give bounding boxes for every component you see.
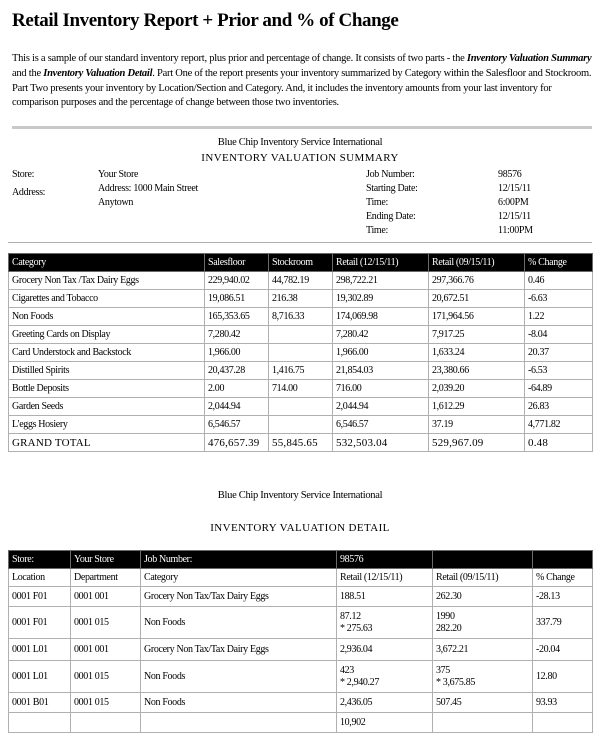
table-cell: 23,380.66 xyxy=(429,362,525,380)
table-cell: 297,366.76 xyxy=(429,272,525,290)
table-cell xyxy=(269,344,333,362)
table-cell: Greeting Cards on Display xyxy=(9,326,205,344)
table-cell: 229,940.02 xyxy=(205,272,269,290)
table-cell: -8.04 xyxy=(525,326,593,344)
table-cell: 1,633.24 xyxy=(429,344,525,362)
detail-column-header-row xyxy=(9,569,593,587)
table-cell: 37.19 xyxy=(429,416,525,434)
table-cell: 7,280.42 xyxy=(333,326,429,344)
table-row xyxy=(9,416,593,434)
table-cell: 529,967.09 xyxy=(429,434,525,452)
table-cell: 0.46 xyxy=(525,272,593,290)
table-row xyxy=(9,693,593,713)
cell-subtotal: 282.20 xyxy=(436,622,462,634)
table-cell: 21,854.03 xyxy=(333,362,429,380)
intro-part-two: Part Two presents your inventory by Location/Section and Category. And, it includes the inventory amounts from your last inventory for comparison purposes and the percentage of change between those two inventories. xyxy=(12,82,552,109)
table-cell: 0.48 xyxy=(525,434,593,452)
job-number-value: 98576 xyxy=(498,169,522,180)
table-cell: 0001 F01 xyxy=(9,587,71,607)
table-cell: 0001 B01 xyxy=(9,693,71,713)
detail-store-label: Store: xyxy=(9,551,71,569)
table-row xyxy=(9,290,593,308)
column-header: Category xyxy=(9,254,205,272)
table-cell: Grocery Non Tax/Tax Dairy Eggs xyxy=(141,587,337,607)
table-cell: 1,416.75 xyxy=(269,362,333,380)
table-cell xyxy=(433,607,533,639)
table-cell: 6,546.57 xyxy=(205,416,269,434)
column-header: Stockroom xyxy=(269,254,333,272)
page-title: Retail Inventory Report + Prior and % of Change xyxy=(12,10,399,31)
table-cell: GRAND TOTAL xyxy=(9,434,205,452)
cell-value: 1990 xyxy=(436,610,455,622)
ending-date-label: Ending Date: xyxy=(366,211,416,222)
table-cell: 3,672.21 xyxy=(433,639,533,661)
cell-value: 423 xyxy=(340,664,354,676)
table-cell: 10,902 xyxy=(337,713,433,733)
table-cell: 216.38 xyxy=(269,290,333,308)
cell-subtotal: * 3,675.85 xyxy=(436,676,476,688)
table-cell: 262.30 xyxy=(433,587,533,607)
table-cell: 26.83 xyxy=(525,398,593,416)
table-cell: Bottle Deposits xyxy=(9,380,205,398)
job-number-label: Job Number: xyxy=(366,169,415,180)
column-header: Retail (09/15/11) xyxy=(429,254,525,272)
column-header: Salesfloor xyxy=(205,254,269,272)
table-cell: 7,917.25 xyxy=(429,326,525,344)
table-cell: Non Foods xyxy=(9,308,205,326)
column-header: Category xyxy=(141,569,337,587)
summary-report-title: INVENTORY VALUATION SUMMARY xyxy=(201,152,399,164)
table-cell: 0001 015 xyxy=(71,607,141,639)
summary-company-name: Blue Chip Inventory Service International xyxy=(217,137,383,148)
table-cell: 0001 F01 xyxy=(9,607,71,639)
table-cell: 0001 015 xyxy=(71,661,141,693)
table-cell: -28.13 xyxy=(533,587,593,607)
table-cell xyxy=(269,326,333,344)
table-cell: 4,771.82 xyxy=(525,416,593,434)
table-cell: 93.93 xyxy=(533,693,593,713)
column-header: % Change xyxy=(533,569,593,587)
cell-value: 87.12 xyxy=(340,610,361,622)
table-cell: 55,845.65 xyxy=(269,434,333,452)
table-row xyxy=(9,326,593,344)
table-row xyxy=(9,607,593,639)
table-cell: 0001 L01 xyxy=(9,639,71,661)
table-cell: 532,503.04 xyxy=(333,434,429,452)
table-row xyxy=(9,362,593,380)
table-cell: Cigarettes and Tobacco xyxy=(9,290,205,308)
intro-text xyxy=(12,52,592,111)
table-cell: Grocery Non Tax /Tax Dairy Eggs xyxy=(9,272,205,290)
table-cell: -6.63 xyxy=(525,290,593,308)
table-cell: Non Foods xyxy=(141,693,337,713)
table-cell: 2,039.20 xyxy=(429,380,525,398)
column-header: Retail (12/15/11) xyxy=(337,569,433,587)
table-cell: 2,044.94 xyxy=(333,398,429,416)
table-cell xyxy=(433,661,533,693)
table-cell: Card Understock and Backstock xyxy=(9,344,205,362)
column-header: Retail (09/15/11) xyxy=(433,569,533,587)
grand-total-row xyxy=(9,434,593,452)
header-cell xyxy=(533,551,593,569)
starting-time-value: 6:00PM xyxy=(498,197,529,208)
table-row xyxy=(9,661,593,693)
column-header: Retail (12/15/11) xyxy=(333,254,429,272)
table-cell: Garden Seeds xyxy=(9,398,205,416)
table-cell: 2,436.05 xyxy=(337,693,433,713)
table-cell: 174,069.98 xyxy=(333,308,429,326)
cell-subtotal: * 2,940.27 xyxy=(340,676,380,688)
detail-job-value: 98576 xyxy=(337,551,433,569)
table-row xyxy=(9,344,593,362)
table-cell: 7,280.42 xyxy=(205,326,269,344)
detail-store-value: Your Store xyxy=(71,551,141,569)
store-value: Your Store xyxy=(98,169,139,180)
table-cell: 1,966.00 xyxy=(205,344,269,362)
table-cell: 1,966.00 xyxy=(333,344,429,362)
table-cell: 337.79 xyxy=(533,607,593,639)
table-cell: 2.00 xyxy=(205,380,269,398)
table-cell: 714.00 xyxy=(269,380,333,398)
ending-time-label: Time: xyxy=(366,225,389,236)
table-cell: 716.00 xyxy=(333,380,429,398)
table-cell: 19,086.51 xyxy=(205,290,269,308)
summary-frame-top xyxy=(8,242,592,243)
detail-header-row xyxy=(9,551,593,569)
table-cell: Non Foods xyxy=(141,607,337,639)
intro-part-1: This is a sample of our standard inventory report, plus prior and percentage of change. It consists of two parts - the xyxy=(12,53,467,64)
table-cell xyxy=(337,661,433,693)
column-header: Location xyxy=(9,569,71,587)
table-cell xyxy=(269,398,333,416)
detail-company-name: Blue Chip Inventory Service International xyxy=(217,490,383,501)
table-row xyxy=(9,272,593,290)
table-cell: 20,437.28 xyxy=(205,362,269,380)
table-cell: 0001 001 xyxy=(71,639,141,661)
inventory-summary-table xyxy=(8,253,593,452)
intro-detail-term: Inventory Valuation Detail xyxy=(43,67,153,79)
table-cell: 171,964.56 xyxy=(429,308,525,326)
column-header: % Change xyxy=(525,254,593,272)
table-cell: Non Foods xyxy=(141,661,337,693)
table-cell: 2,936.04 xyxy=(337,639,433,661)
table-cell: 1,612.29 xyxy=(429,398,525,416)
table-cell: 6,546.57 xyxy=(333,416,429,434)
table-cell: 476,657.39 xyxy=(205,434,269,452)
detail-job-label: Job Number: xyxy=(141,551,337,569)
table-row xyxy=(9,639,593,661)
table-cell: 0001 015 xyxy=(71,693,141,713)
table-cell: L'eggs Hosiery xyxy=(9,416,205,434)
section-divider xyxy=(12,126,592,129)
table-cell: 20,672.51 xyxy=(429,290,525,308)
table-cell: -20.04 xyxy=(533,639,593,661)
ending-date-value: 12/15/11 xyxy=(498,211,531,222)
starting-time-label: Time: xyxy=(366,197,389,208)
table-cell: 188.51 xyxy=(337,587,433,607)
header-cell xyxy=(433,551,533,569)
store-label: Store: xyxy=(12,169,35,180)
starting-date-value: 12/15/11 xyxy=(498,183,531,194)
table-cell: 165,353.65 xyxy=(205,308,269,326)
table-cell xyxy=(337,607,433,639)
table-cell: 0001 L01 xyxy=(9,661,71,693)
table-cell: Grocery Non Tax/Tax Dairy Eggs xyxy=(141,639,337,661)
ending-time-value: 11:00PM xyxy=(498,225,533,236)
address-label: Address: xyxy=(12,187,46,198)
table-cell: 0001 001 xyxy=(71,587,141,607)
table-row xyxy=(9,587,593,607)
table-cell: 19,302.89 xyxy=(333,290,429,308)
cell-value: 375 xyxy=(436,664,450,676)
starting-date-label: Starting Date: xyxy=(366,183,418,194)
inventory-detail-table xyxy=(8,550,593,733)
table-row xyxy=(9,308,593,326)
table-cell: 20.37 xyxy=(525,344,593,362)
summary-header-row xyxy=(9,254,593,272)
address-line-2: Anytown xyxy=(98,197,134,208)
table-cell: Distilled Spirits xyxy=(9,362,205,380)
table-cell: 2,044.94 xyxy=(205,398,269,416)
table-cell: 298,722.21 xyxy=(333,272,429,290)
table-cell: 1.22 xyxy=(525,308,593,326)
table-cell: 12.80 xyxy=(533,661,593,693)
address-line-1: Address: 1000 Main Street xyxy=(98,183,198,194)
table-cell: 507.45 xyxy=(433,693,533,713)
detail-report-title: INVENTORY VALUATION DETAIL xyxy=(210,522,390,534)
table-cell: -6.53 xyxy=(525,362,593,380)
table-cell: 44,782.19 xyxy=(269,272,333,290)
intro-part-2: and the xyxy=(12,67,44,79)
column-header: Department xyxy=(71,569,141,587)
table-cell xyxy=(269,416,333,434)
intro-part-3: . Part One of the report presents your inventory summarized by Category within the Salesfloor and Stockroom. xyxy=(152,67,592,79)
intro-summary-term: Inventory Valuation Summary xyxy=(466,53,592,64)
table-row xyxy=(9,398,593,416)
table-row xyxy=(9,380,593,398)
table-cell: -64.89 xyxy=(525,380,593,398)
table-cell: 8,716.33 xyxy=(269,308,333,326)
cell-subtotal: * 275.63 xyxy=(340,622,373,634)
